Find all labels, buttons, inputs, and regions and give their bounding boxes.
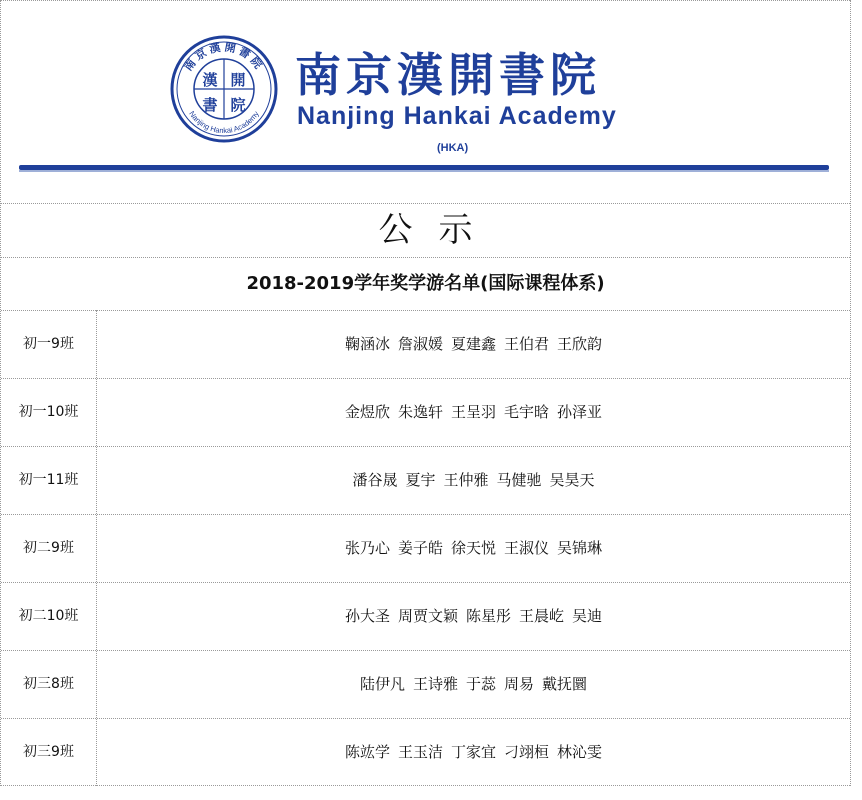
class-cell: 初三9班 [23, 744, 74, 760]
student-name: 戴抚圜 [542, 675, 588, 693]
class-cell: 初一11班 [18, 472, 79, 488]
academy-seal-logo [169, 34, 279, 144]
student-name: 王伯君 [504, 335, 550, 353]
table-divider [1, 257, 850, 258]
notice-title: 公示 [378, 210, 499, 250]
names-cell [97, 537, 850, 559]
table-divider [1, 310, 850, 311]
table-divider [1, 446, 850, 447]
academy-abbreviation: (HKA) [437, 142, 469, 154]
class-cell: 初二9班 [23, 540, 74, 556]
student-name: 周贾文颖 [397, 607, 458, 625]
table-border-bottom [1, 785, 850, 786]
names-cell [97, 741, 850, 763]
table-divider [1, 203, 850, 204]
table-border-top [1, 0, 850, 1]
student-name: 陈竑学 [344, 743, 390, 761]
class-cell: 初二10班 [18, 608, 79, 624]
table-divider [1, 582, 850, 583]
student-name: 丁家宜 [450, 743, 496, 761]
seal-ring-top-text: 南京漢開書院 [181, 40, 267, 74]
student-name: 朱逸轩 [397, 403, 443, 421]
student-name: 孙大圣 [344, 607, 390, 625]
header-divider-rule [19, 165, 829, 173]
student-name: 周易 [504, 675, 535, 693]
student-name: 潘谷晟 [352, 471, 398, 489]
student-name: 夏建鑫 [450, 335, 496, 353]
names-cell [97, 401, 850, 423]
student-name: 吴锦琳 [557, 539, 603, 557]
seal-char: 開 [230, 71, 246, 89]
student-name: 毛宇晗 [504, 403, 550, 421]
student-name: 张乃心 [344, 539, 390, 557]
student-name: 詹淑媛 [397, 335, 443, 353]
table-divider [1, 718, 850, 719]
academy-name-chinese: 南京漢開書院 [295, 48, 601, 102]
class-cell: 初三8班 [23, 676, 74, 692]
seal-char: 院 [230, 96, 246, 114]
seal-ring-bottom-text: Nanjing Hankai Academy [187, 109, 261, 136]
table-divider [1, 378, 850, 379]
student-name: 林沁雯 [557, 743, 603, 761]
names-cell [97, 333, 850, 355]
student-name: 夏宇 [405, 471, 436, 489]
table-divider [1, 514, 850, 515]
student-name: 王欣韵 [557, 335, 603, 353]
seal-char: 書 [202, 96, 218, 114]
student-name: 陆伊凡 [359, 675, 405, 693]
student-name: 孙泽亚 [557, 403, 603, 421]
student-name: 王淑仪 [504, 539, 550, 557]
names-cell [97, 469, 850, 491]
student-name: 徐天悦 [450, 539, 496, 557]
academy-name-english: Nanjing Hankai Academy [297, 102, 617, 130]
seal-char: 漢 [202, 71, 218, 89]
student-name: 陈星彤 [465, 607, 511, 625]
student-name: 于蕊 [465, 675, 496, 693]
student-name: 王呈羽 [450, 403, 496, 421]
student-name: 吴昊天 [549, 471, 595, 489]
class-cell: 初一10班 [18, 404, 79, 420]
student-name: 姜子皓 [397, 539, 443, 557]
student-name: 王晨屹 [519, 607, 565, 625]
student-name: 王仲雅 [443, 471, 489, 489]
student-name: 鞠涵冰 [344, 335, 390, 353]
student-name: 马健驰 [496, 471, 542, 489]
student-name: 金煜欣 [344, 403, 390, 421]
student-name: 王玉洁 [397, 743, 443, 761]
names-cell [97, 673, 850, 695]
class-cell: 初一9班 [23, 336, 74, 352]
notice-subtitle: 2018-2019学年奖学游名单(国际课程体系) [246, 273, 605, 294]
student-name: 刁翊桓 [504, 743, 550, 761]
names-cell [97, 605, 850, 627]
table-divider [1, 650, 850, 651]
student-name: 王诗雅 [412, 675, 458, 693]
student-name: 吴迪 [572, 607, 603, 625]
